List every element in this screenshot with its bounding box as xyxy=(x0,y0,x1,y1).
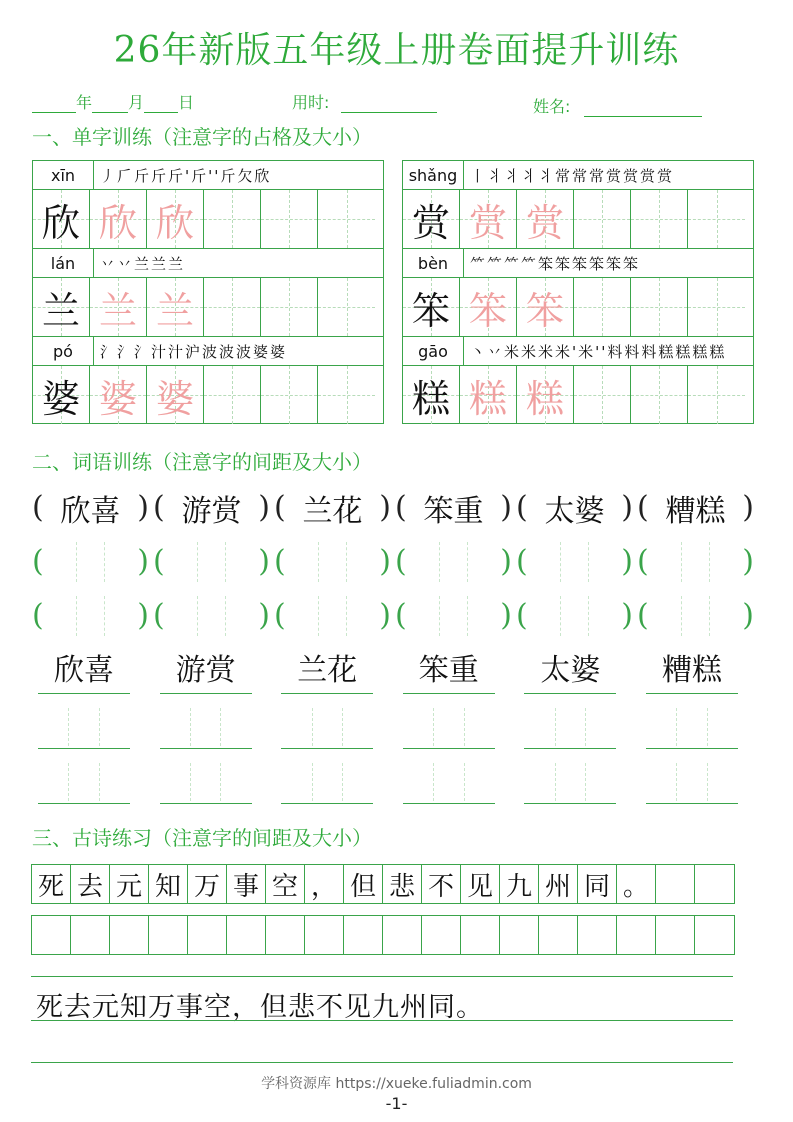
model-char: 婆 xyxy=(33,366,90,424)
paren-blank[interactable]: ( ) xyxy=(635,592,756,640)
date-fields xyxy=(32,90,194,113)
trace-char[interactable]: 兰 xyxy=(147,278,204,336)
practice-cell[interactable] xyxy=(204,190,261,248)
trace-char[interactable]: 欣 xyxy=(147,190,204,248)
poem-blank-cell[interactable] xyxy=(149,916,188,954)
name-blank[interactable] xyxy=(584,102,702,117)
stroke-order: 丨丬丬丬丬常常常赏赏赏赏 xyxy=(470,166,675,185)
word-item: ( 欣喜 ) xyxy=(32,490,149,529)
word-item: ( 游赏 ) xyxy=(153,490,270,529)
time-label: 用时: xyxy=(292,93,330,112)
month-blank[interactable] xyxy=(92,98,128,113)
model-char: 赏 xyxy=(403,190,460,248)
word-item: ( 兰花 ) xyxy=(274,490,391,529)
underline-word-row xyxy=(38,649,738,694)
year-blank[interactable] xyxy=(32,98,76,113)
py-row xyxy=(33,249,383,278)
stroke-order: 丶丷米米米米'米''料料料糕糕糕糕 xyxy=(470,342,727,361)
year-label: 年 xyxy=(76,93,93,112)
model-char: 欣 xyxy=(33,190,90,248)
underline-word: 兰花 xyxy=(281,649,373,694)
poem-cell: 见 xyxy=(461,865,500,903)
poem-blank-cell[interactable] xyxy=(344,916,383,954)
poem-blank-cell[interactable] xyxy=(500,916,539,954)
trace-char[interactable]: 笨 xyxy=(517,278,574,336)
underline-blank[interactable] xyxy=(524,704,616,749)
practice-cell[interactable] xyxy=(688,190,745,248)
trace-char[interactable]: 赏 xyxy=(460,190,517,248)
poem-cell: 万 xyxy=(188,865,227,903)
py-row xyxy=(403,161,753,190)
trace-char[interactable]: 欣 xyxy=(90,190,147,248)
page-number: -1- xyxy=(385,1094,408,1113)
word-paren-row xyxy=(30,484,760,532)
poem-cell: 悲 xyxy=(383,865,422,903)
underline-word: 欣喜 xyxy=(38,649,130,694)
poem-cell: 同 xyxy=(578,865,617,903)
practice-cell[interactable] xyxy=(204,278,261,336)
poem-blank-cell[interactable] xyxy=(32,916,71,954)
paren-blank[interactable]: ( ) xyxy=(151,538,272,586)
trace-char[interactable]: 赏 xyxy=(517,190,574,248)
py-row xyxy=(403,337,753,366)
pinyin-label: lán xyxy=(33,249,94,277)
poem-blank-cell[interactable] xyxy=(617,916,656,954)
poem-cell: 但 xyxy=(344,865,383,903)
empty-paren-row xyxy=(30,538,760,586)
poem-blank-cell[interactable] xyxy=(578,916,617,954)
underline-blank[interactable] xyxy=(524,759,616,804)
practice-cell[interactable] xyxy=(574,366,631,424)
model-char: 笨 xyxy=(403,278,460,336)
footer-source: 学科资源库 https://xueke.fuliadmin.com xyxy=(261,1076,532,1092)
empty-paren-row xyxy=(30,592,760,640)
practice-cell[interactable] xyxy=(631,366,688,424)
stroke-order: ⺮⺮⺮⺮笨笨笨笨笨笨 xyxy=(470,254,641,273)
poem-blank-cell[interactable] xyxy=(695,916,734,954)
pinyin-label: xīn xyxy=(33,161,94,189)
paren-blank[interactable]: ( ) xyxy=(30,592,151,640)
poem-blank-cell[interactable] xyxy=(422,916,461,954)
word-item: ( 太婆 ) xyxy=(516,490,633,529)
poem-cell: 元 xyxy=(110,865,149,903)
underline-blank[interactable] xyxy=(281,759,373,804)
poem-blank-cell[interactable] xyxy=(110,916,149,954)
poem-cell: 事 xyxy=(227,865,266,903)
paren-blank[interactable]: ( ) xyxy=(514,592,635,640)
poem-cell: 不 xyxy=(422,865,461,903)
char-row xyxy=(403,278,753,337)
py-row xyxy=(33,337,383,366)
practice-cell[interactable] xyxy=(318,278,375,336)
page-title: 26年新版五年级上册卷面提升训练 xyxy=(113,30,680,71)
poem-blank-cell[interactable] xyxy=(656,916,695,954)
underline-blank-row xyxy=(38,759,738,804)
paren-blank[interactable]: ( ) xyxy=(151,592,272,640)
poem-blank-cell[interactable] xyxy=(188,916,227,954)
poem-cell: 死 xyxy=(32,865,71,903)
poem-blank-cell[interactable] xyxy=(71,916,110,954)
underline-word: 糟糕 xyxy=(646,649,738,694)
poem-line: 死去元知万事空，但悲不见九州同。 xyxy=(36,992,484,1023)
practice-cell[interactable] xyxy=(261,278,318,336)
poem-blank-cell[interactable] xyxy=(383,916,422,954)
practice-cell[interactable] xyxy=(574,190,631,248)
writing-line xyxy=(31,1020,733,1021)
paren-blank[interactable]: ( ) xyxy=(272,592,393,640)
underline-blank[interactable] xyxy=(281,704,373,749)
poem-cell: 空 xyxy=(266,865,305,903)
poem-cell[interactable] xyxy=(656,865,695,903)
trace-char[interactable]: 婆 xyxy=(90,366,147,424)
practice-cell[interactable] xyxy=(261,190,318,248)
underline-blank[interactable] xyxy=(646,704,738,749)
poem-cell: 州 xyxy=(539,865,578,903)
time-blank[interactable] xyxy=(341,98,437,113)
time-field xyxy=(292,90,437,113)
underline-blank-row xyxy=(38,704,738,749)
model-char: 糕 xyxy=(403,366,460,424)
right-char-grid xyxy=(402,160,754,424)
underline-blank[interactable] xyxy=(646,759,738,804)
stroke-order: 丷丷兰兰兰 xyxy=(100,254,186,273)
trace-char[interactable]: 兰 xyxy=(90,278,147,336)
poem-blank-cell[interactable] xyxy=(266,916,305,954)
day-blank[interactable] xyxy=(144,98,178,113)
pinyin-label: pó xyxy=(33,337,94,365)
stroke-order: 氵氵氵汁汁沪波波波婆婆 xyxy=(100,342,288,361)
left-char-grid xyxy=(32,160,384,424)
section2-title: 二、词语训练（注意字的间距及大小） xyxy=(32,450,372,474)
py-row xyxy=(33,161,383,190)
month-label: 月 xyxy=(128,93,145,112)
paren-blank[interactable]: ( ) xyxy=(393,538,514,586)
underline-word: 游赏 xyxy=(160,649,252,694)
poem-cell[interactable] xyxy=(695,865,734,903)
py-row xyxy=(403,249,753,278)
practice-cell[interactable] xyxy=(631,278,688,336)
practice-cell[interactable] xyxy=(688,278,745,336)
poem-cell: 九 xyxy=(500,865,539,903)
section1-title: 一、单字训练（注意字的占格及大小） xyxy=(32,125,372,149)
char-row xyxy=(33,190,383,249)
practice-cell[interactable] xyxy=(318,366,375,424)
underline-blank[interactable] xyxy=(38,704,130,749)
poem-blank-cell[interactable] xyxy=(305,916,344,954)
underline-blank[interactable] xyxy=(403,759,495,804)
word-item: ( 笨重 ) xyxy=(395,490,512,529)
paren-blank[interactable]: ( ) xyxy=(393,592,514,640)
pinyin-label: shǎng xyxy=(403,161,464,189)
practice-cell[interactable] xyxy=(574,278,631,336)
practice-cell[interactable] xyxy=(631,190,688,248)
trace-char[interactable]: 糕 xyxy=(517,366,574,424)
underline-blank[interactable] xyxy=(38,759,130,804)
practice-cell[interactable] xyxy=(688,366,745,424)
underline-blank[interactable] xyxy=(403,704,495,749)
poem-blank-cell[interactable] xyxy=(539,916,578,954)
pinyin-label: bèn xyxy=(403,249,464,277)
poem-cell: 知 xyxy=(149,865,188,903)
char-row xyxy=(33,366,383,424)
section3-title: 三、古诗练习（注意字的间距及大小） xyxy=(32,826,372,850)
paren-blank[interactable]: ( ) xyxy=(635,538,756,586)
underline-word: 笨重 xyxy=(403,649,495,694)
underline-blank[interactable] xyxy=(160,759,252,804)
practice-cell[interactable] xyxy=(261,366,318,424)
trace-char[interactable]: 婆 xyxy=(147,366,204,424)
poem-cell: 去 xyxy=(71,865,110,903)
poem-grid-row xyxy=(31,864,735,904)
trace-char[interactable]: 笨 xyxy=(460,278,517,336)
practice-cell[interactable] xyxy=(204,366,261,424)
poem-cell: 。 xyxy=(617,865,656,903)
char-row xyxy=(403,190,753,249)
paren-blank[interactable]: ( ) xyxy=(30,538,151,586)
word-item: ( 糟糕 ) xyxy=(637,490,754,529)
char-row xyxy=(33,278,383,337)
writing-line[interactable] xyxy=(31,1062,733,1063)
paren-blank[interactable]: ( ) xyxy=(272,538,393,586)
name-label: 姓名: xyxy=(533,97,571,116)
practice-cell[interactable] xyxy=(318,190,375,248)
writing-line xyxy=(31,976,733,977)
char-row xyxy=(403,366,753,424)
pinyin-label: gāo xyxy=(403,337,464,365)
stroke-order: 丿𠂆斤斤斤'斤''斤欠欣 xyxy=(100,166,272,185)
poem-cell: ， xyxy=(305,865,344,903)
name-field xyxy=(533,94,702,117)
day-label: 日 xyxy=(178,93,195,112)
underline-blank[interactable] xyxy=(160,704,252,749)
poem-blank-cell[interactable] xyxy=(227,916,266,954)
model-char: 兰 xyxy=(33,278,90,336)
underline-word: 太婆 xyxy=(524,649,616,694)
trace-char[interactable]: 糕 xyxy=(460,366,517,424)
paren-blank[interactable]: ( ) xyxy=(514,538,635,586)
poem-blank-cell[interactable] xyxy=(461,916,500,954)
poem-blank-row xyxy=(31,915,735,955)
